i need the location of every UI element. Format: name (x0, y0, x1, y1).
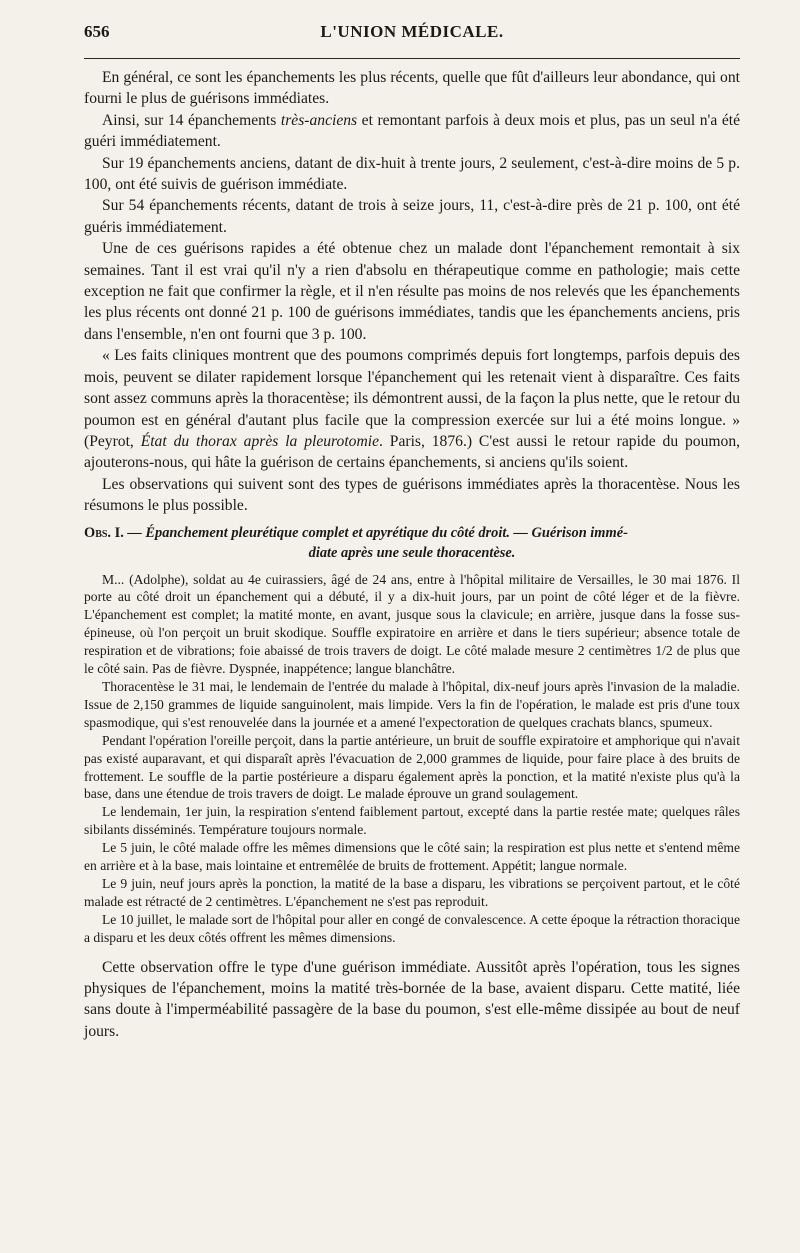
paragraph: Sur 19 épanchements anciens, datant de dix-huit à trente jours, 2 seulement, c'est-à-dire moins de 5 p. 100, ont été suivis de guérison immédiate. (84, 154, 740, 194)
observation-title-text: — Épanchement pleurétique complet et apyrétique du côté droit. — Guérison immé- (123, 524, 628, 541)
page (84, 22, 740, 1042)
text-run: . Paris, 1876.) C'est aussi le retour rapide du poumon, ajouterons-nous, qui hâte la guérison de certains épanchements, si anciens qu'ils soient. (84, 432, 741, 472)
paragraph (84, 110, 740, 153)
running-header (84, 22, 740, 59)
paragraph: Cette observation offre le type d'une guérison immédiate. Aussitôt après l'opération, tous les signes physiques de l'épanchement, moins la matité très-bornée de la base, avaient disparu. Cette matité, liée sans doute à l'imperméabilité passagère de la base du poumon, s'est elle-même dissipée au bout de neuf jours. (84, 958, 740, 1040)
observation-subtitle: diate après une seule thoracentèse. (308, 544, 516, 561)
paragraph: Le lendemain, 1er juin, la respiration s'entend faiblement partout, excepté dans la partie restée mate; quelques râles sibilants disséminés. Température toujours normale. (84, 804, 740, 838)
text-run: « Les faits cliniques montrent que des poumons comprimés depuis fort longtemps, parfois depuis des mois, peuvent se dilater rapidement lorsque l'épanchement qui les retenait vient à disparaître. Ces faits sont assez communs après la thoracentèse; ils démontrent aussi, de la façon la plus nette, que le retour du poumon est en général d'autant plus facile que la compression exercée sur lui a été moins longue. » (Peyrot, (84, 347, 740, 450)
page-number: 656 (84, 22, 110, 41)
paragraph: Sur 54 épanchements récents, datant de trois à seize jours, 11, c'est-à-dire près de 21 p. 100, ont été guéris immédiatement. (84, 197, 740, 236)
paragraph: M... (Adolphe), soldat au 4e cuirassiers, âgé de 24 ans, entre à l'hôpital militaire de Versailles, le 30 mai 1876. Il porte au côté droit un épanchement qui a débuté, il y a dix-huit jours, par un point de côté léger et de la fièvre. L'épanchement est complet; la matité monte, en avant, jusque sous la clavicule; en arrière, jusque dans la fosse sus-épineuse, où l'on perçoit un bruit skodique. Souffle expiratoire en arrière et dans le tiers supérieur; absence totale de respiration et de vibrations; foie abaissé de trois travers de doigt. Le côté malade mesure 2 centimètres 1/2 de plus que le côté sain. Pas de fièvre. Dyspnée, inappétence; langue blanchâtre. (84, 571, 740, 677)
paragraph: Thoracentèse le 31 mai, le lendemain de l'entrée du malade à l'hôpital, dix-neuf jours après l'invasion de la maladie. Issue de 2,150 grammes de liquide sanguinolent, mais limpide. Vers la fin de l'opération, le malade est pris d'une toux spasmodique, qui s'est renouvelée dans la journée et a amené l'expectoration de quelques crachats blancs, spumeux. (84, 678, 740, 730)
text-run: Ainsi, sur 14 épanchements (102, 111, 281, 129)
paragraph: Pendant l'opération l'oreille perçoit, dans la partie antérieure, un bruit de souffle expiratoire et amphorique qui n'avait pas existé auparavant, et qui disparaît après l'évacuation de 2,000 grammes de liquide, pour faire place à des bruits de frottement. Le souffle de la partie postérieure a disparu également après la ponction, et la matité n'existe plus qu'à la base, dans une étendue de trois travers de doigt. Le malade éprouve un grand soulagement. (84, 732, 740, 802)
paragraph: Le 5 juin, le côté malade offre les mêmes dimensions que le côté sain; la respiration est plus nette et s'entend même en arrière et à la base, mais lointaine et entremêlée de bruits de frottement. Appétit; langue normale. (84, 840, 740, 874)
emphasis: très-anciens (280, 111, 358, 129)
paragraph: Le 10 juillet, le malade sort de l'hôpital pour aller en congé de convalescence. A cette époque la rétraction thoracique a disparu et les deux côtés offrent les mêmes dimensions. (84, 911, 740, 945)
observation-body (84, 571, 740, 947)
paragraph: Le 9 juin, neuf jours après la ponction, la matité de la base a disparu, les vibrations se perçoivent partout, et le côté malade est rétracté de 2 centimètres. L'épanchement ne s'est pas reproduit. (84, 875, 740, 909)
intro-section (84, 67, 740, 517)
observation-label: Obs. I. (84, 524, 124, 541)
paragraph: En général, ce sont les épanchements les plus récents, quelle que fût d'ailleurs leur abondance, qui ont fourni le plus de guérisons immédiates. (84, 69, 740, 108)
running-title: L'UNION MÉDICALE. (320, 22, 504, 41)
observation-title (84, 523, 740, 543)
paragraph (84, 345, 740, 473)
observation-heading (84, 523, 740, 563)
paragraph: Les observations qui suivent sont des types de guérisons immédiates après la thoracentèse. Nous les résumons le plus possible. (84, 475, 740, 515)
citation-title: État du thorax après la pleurotomie (140, 432, 379, 450)
text-run: et remontant parfois à deux mois et plus, pas un seul n'a été guéri immédiatement. (84, 111, 740, 151)
paragraph: Une de ces guérisons rapides a été obtenue chez un malade dont l'épanchement remontait à six semaines. Tant il est vrai qu'il n'y a rien d'absolu en thérapeutique comme en pathologie; mais cette exception ne fait que confirmer la règle, et il n'en résulte pas moins de nos relevés que les épanchements les plus récents ont donné 21 p. 100 de guérisons immédiates, tandis que les épanchements anciens, pris dans l'ensemble, n'en ont fourni que 3 p. 100. (84, 240, 740, 343)
closing-section (84, 957, 740, 1043)
